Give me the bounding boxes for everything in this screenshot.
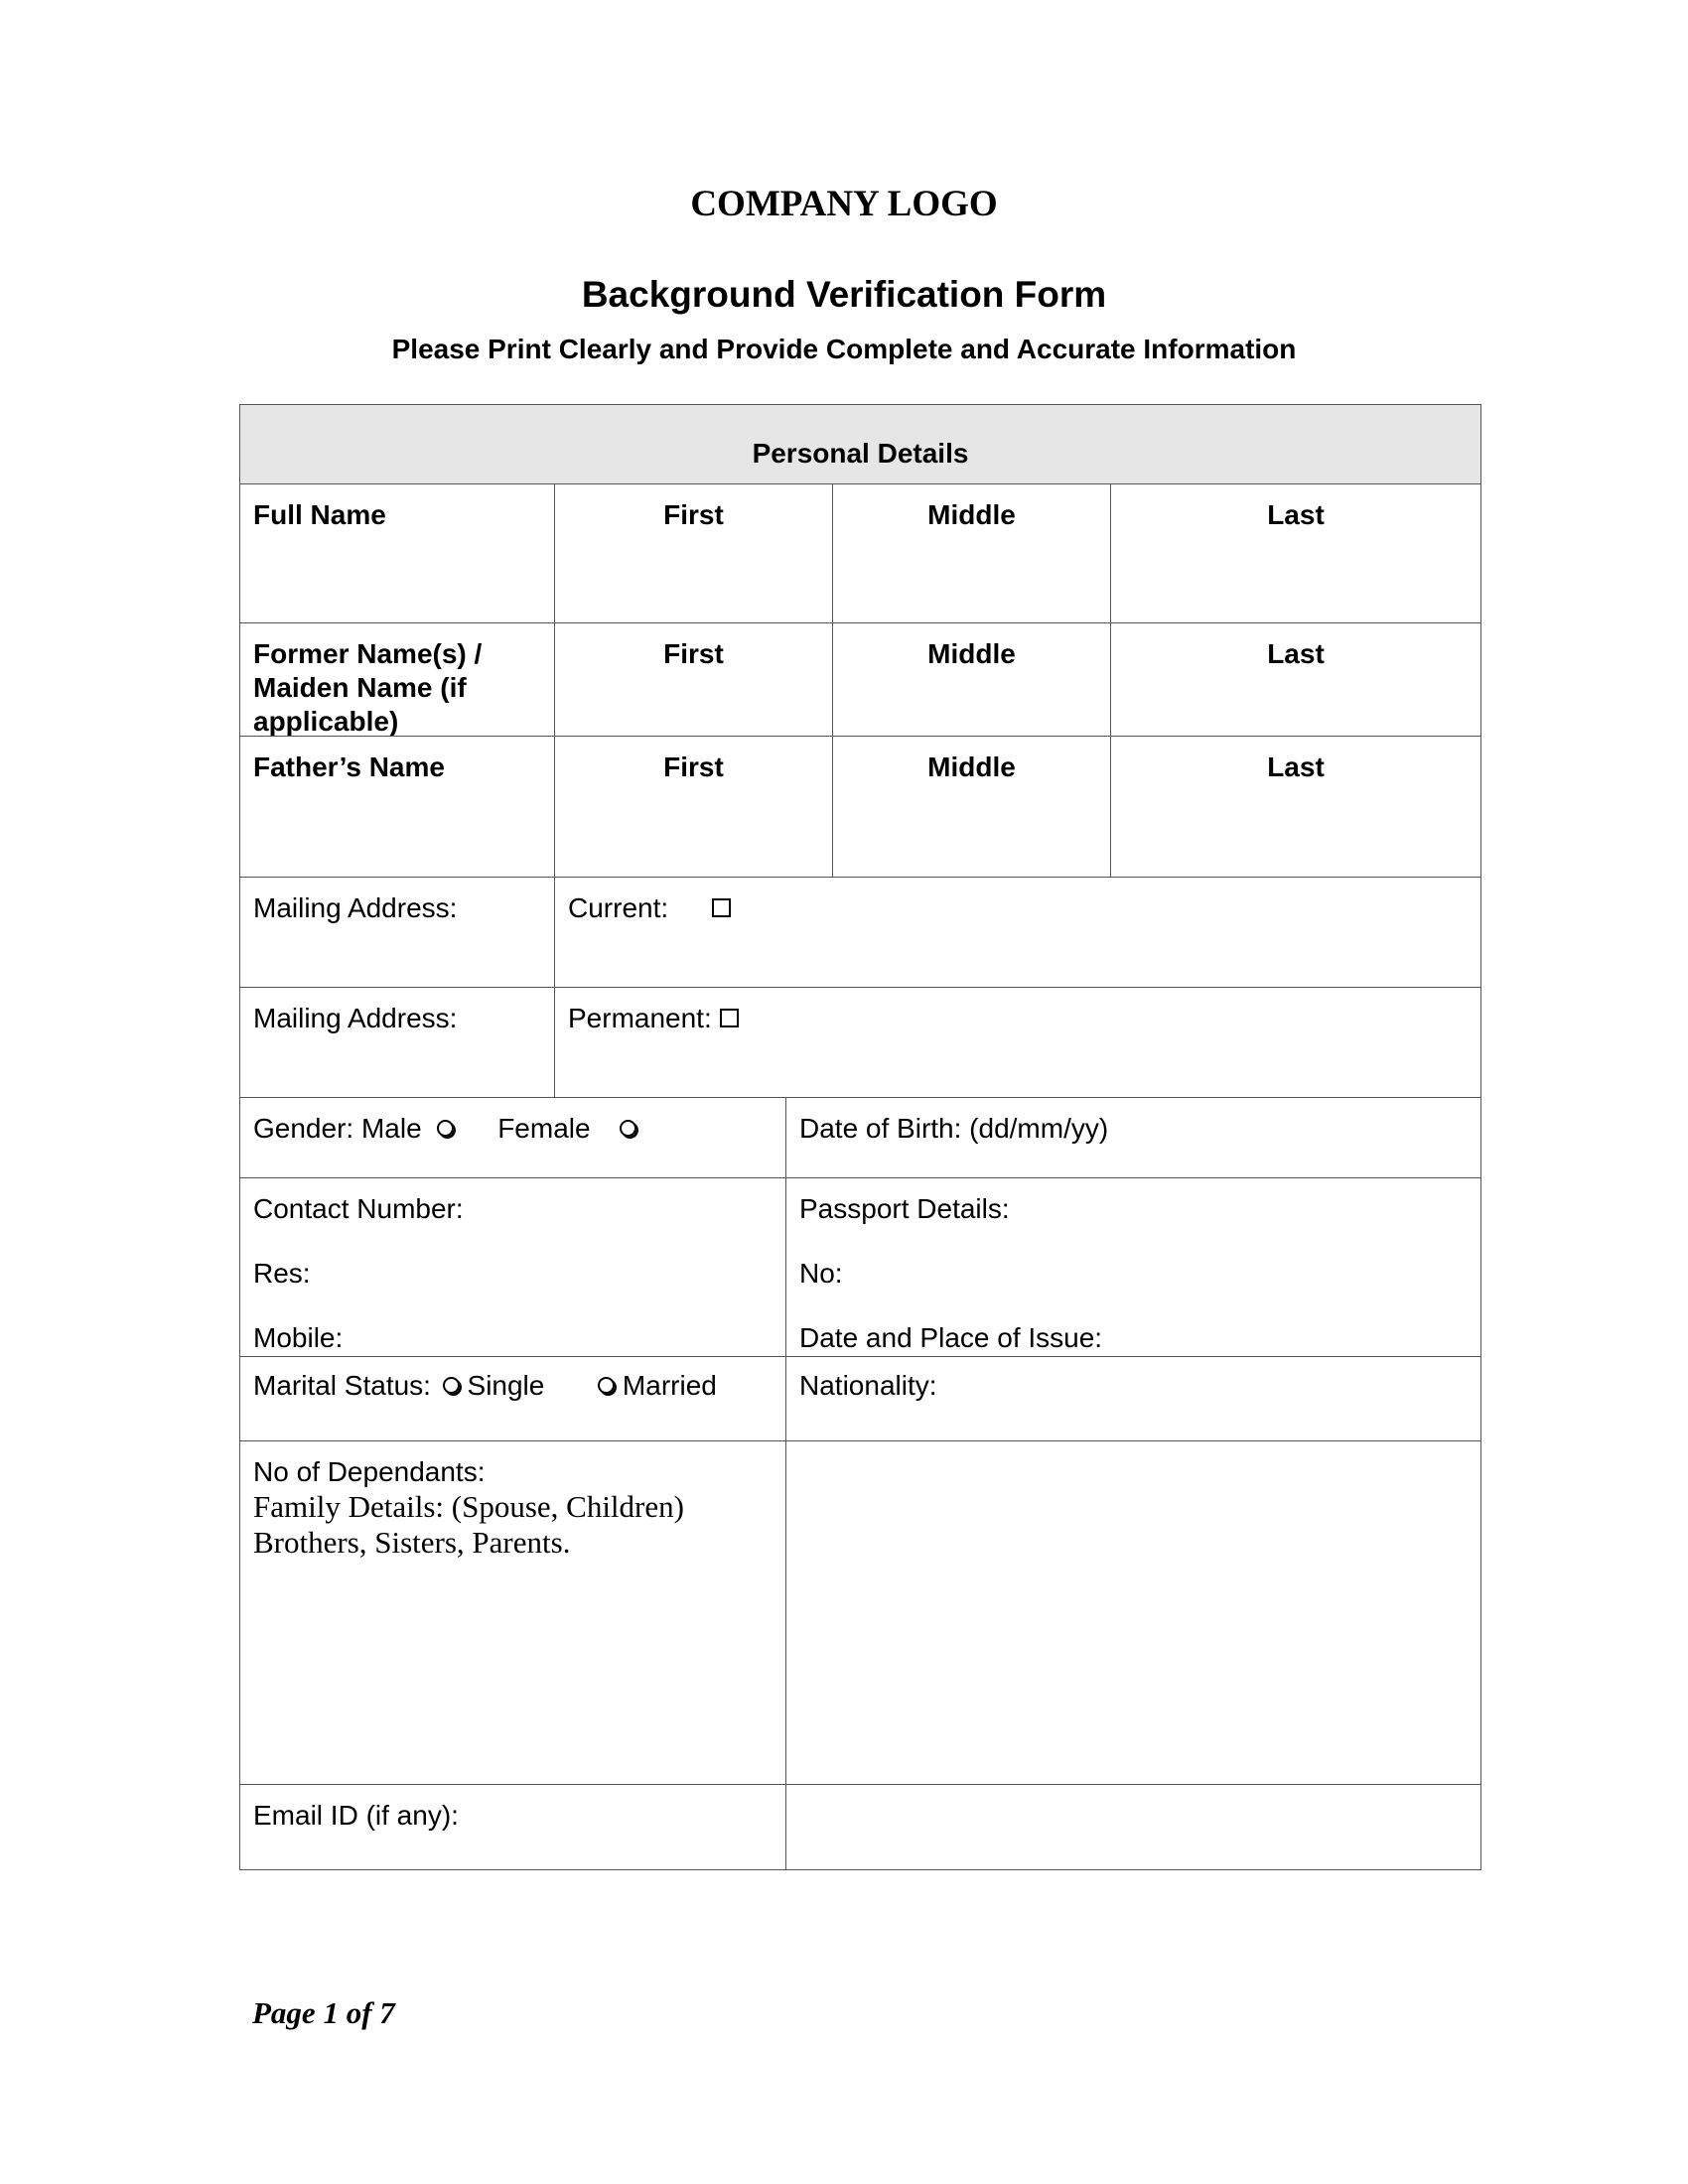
former-name-first[interactable]: First <box>554 622 833 737</box>
fathers-name-first[interactable]: First <box>554 736 833 878</box>
contact-number-label: Contact Number: <box>253 1193 464 1224</box>
gender-female-label: Female <box>497 1113 591 1144</box>
email-label: Email ID (if any): <box>239 1784 786 1870</box>
dependants-label: No of Dependants: <box>253 1456 486 1487</box>
mobile-label: Mobile: <box>253 1322 344 1353</box>
passport-no-label: No: <box>799 1258 843 1289</box>
page-number: Page 1 of 7 <box>252 1995 395 2030</box>
full-name-first[interactable]: First <box>554 483 833 623</box>
gender-field <box>239 1097 786 1178</box>
family-details-label: Family Details: (Spouse, Children) <box>253 1489 684 1524</box>
full-name-middle[interactable]: Middle <box>832 483 1111 623</box>
single-radio-icon[interactable] <box>443 1377 460 1394</box>
current-address-field[interactable] <box>554 877 1481 988</box>
current-label: Current: <box>568 892 669 923</box>
marital-status-field <box>239 1356 786 1441</box>
former-name-middle[interactable]: Middle <box>832 622 1111 737</box>
former-name-label: Former Name(s) / Maiden Name (if applicable) <box>239 622 555 737</box>
passport-issue-label: Date and Place of Issue: <box>799 1322 1103 1353</box>
email-value-field[interactable] <box>785 1784 1481 1870</box>
permanent-checkbox-icon[interactable] <box>720 1009 739 1027</box>
permanent-address-field[interactable] <box>554 987 1481 1098</box>
mailing-address-current-label: Mailing Address: <box>239 877 555 988</box>
section-heading: Personal Details <box>239 404 1481 484</box>
res-label: Res: <box>253 1258 311 1289</box>
male-radio-icon[interactable] <box>437 1120 454 1137</box>
passport-details-label: Passport Details: <box>799 1193 1010 1224</box>
former-name-last[interactable]: Last <box>1110 622 1481 737</box>
contact-number-field[interactable] <box>239 1177 786 1357</box>
form-subtitle: Please Print Clearly and Provide Complete and Accurate Information <box>391 334 1297 364</box>
single-label: Single <box>467 1370 545 1401</box>
dependants-field[interactable] <box>239 1440 786 1785</box>
married-radio-icon[interactable] <box>598 1377 615 1394</box>
married-label: Married <box>622 1370 717 1401</box>
full-name-label: Full Name <box>239 483 555 623</box>
personal-details-table <box>239 404 1481 1870</box>
gender-male-label: Gender: Male <box>253 1113 422 1144</box>
full-name-last[interactable]: Last <box>1110 483 1481 623</box>
fathers-name-last[interactable]: Last <box>1110 736 1481 878</box>
marital-status-label: Marital Status: <box>253 1370 431 1401</box>
nationality-field[interactable]: Nationality: <box>785 1356 1481 1441</box>
permanent-label: Permanent: <box>568 1003 712 1033</box>
current-checkbox-icon[interactable] <box>712 898 731 917</box>
dob-field[interactable]: Date of Birth: (dd/mm/yy) <box>785 1097 1481 1178</box>
form-title: Background Verification Form <box>581 274 1107 315</box>
passport-details-field[interactable] <box>785 1177 1481 1357</box>
company-logo: COMPANY LOGO <box>690 184 998 224</box>
fathers-name-middle[interactable]: Middle <box>832 736 1111 878</box>
dependants-value-field[interactable] <box>785 1440 1481 1785</box>
mailing-address-permanent-label: Mailing Address: <box>239 987 555 1098</box>
family-details-label-2: Brothers, Sisters, Parents. <box>253 1525 571 1560</box>
fathers-name-label: Father’s Name <box>239 736 555 878</box>
female-radio-icon[interactable] <box>620 1120 636 1137</box>
